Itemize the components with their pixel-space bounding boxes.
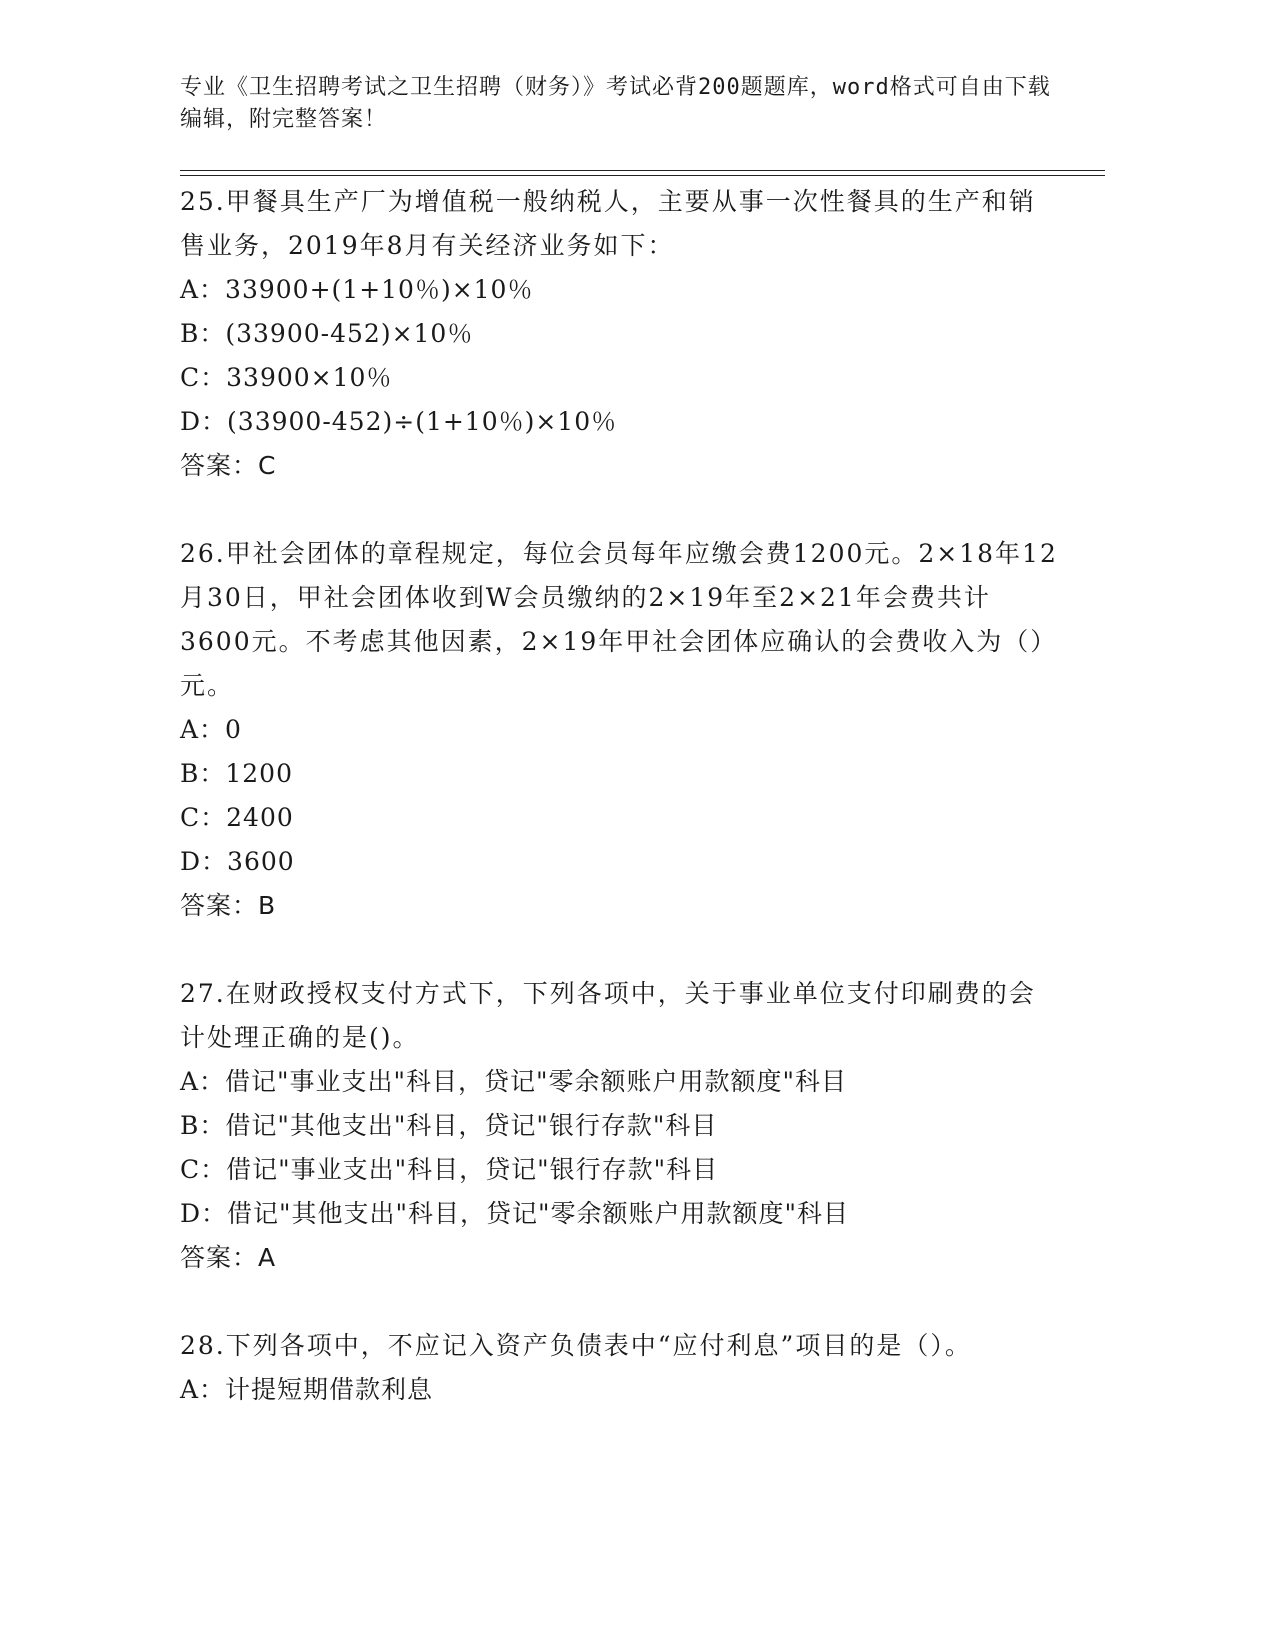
answer-line: 答案：C xyxy=(180,451,277,480)
option-a: A：借记"事业支出"科目，贷记"零余额账户用款额度"科目 xyxy=(180,1067,848,1096)
question-text: 26.甲社会团体的章程规定，每位会员每年应缴会费1200元。2×18年12月30日，甲社会团体收到W会员缴纳的2×19年至2×21年会费共计3600元。不考虑其他因素，2×19年甲社会团体应确认的会费收入为（）元。 xyxy=(180,539,1058,700)
option-b: B：1200 xyxy=(180,759,293,788)
question-text: 28.下列各项中，不应记入资产负债表中“应付利息”项目的是（）。 xyxy=(180,1331,972,1360)
option-d: D：(33900-452)÷(1+10％)×10％ xyxy=(180,407,618,436)
option-c: C：33900×10％ xyxy=(180,363,393,392)
option-b: B：(33900-452)×10％ xyxy=(180,319,474,348)
answer-line: 答案：A xyxy=(180,1243,277,1272)
option-c: C：借记"事业支出"科目，贷记"银行存款"科目 xyxy=(180,1155,719,1184)
question-28 xyxy=(180,1324,1060,1412)
document-intro: 专业《卫生招聘考试之卫生招聘（财务）》考试必背200题题库，word格式可自由下载编辑，附完整答案！ xyxy=(180,75,1051,132)
question-text: 25.甲餐具生产厂为增值税一般纳税人，主要从事一次性餐具的生产和销售业务，2019年8月有关经济业务如下： xyxy=(180,187,1036,260)
question-text: 27.在财政授权支付方式下，下列各项中，关于事业单位支付印刷费的会计处理正确的是()。 xyxy=(180,979,1036,1052)
option-a: A：0 xyxy=(180,715,242,744)
answer-line: 答案：B xyxy=(180,891,277,920)
question-26 xyxy=(180,532,1060,928)
question-25 xyxy=(180,180,1060,488)
option-c: C：2400 xyxy=(180,803,294,832)
header-divider xyxy=(180,170,1105,176)
question-27 xyxy=(180,972,1060,1280)
option-b: B：借记"其他支出"科目，贷记"银行存款"科目 xyxy=(180,1111,718,1140)
option-a: A：计提短期借款利息 xyxy=(180,1375,434,1404)
question-list xyxy=(180,180,1060,1456)
option-d: D：借记"其他支出"科目，贷记"零余额账户用款额度"科目 xyxy=(180,1199,850,1228)
option-d: D：3600 xyxy=(180,847,295,876)
option-a: A：33900+(1+10％)×10％ xyxy=(180,275,534,304)
